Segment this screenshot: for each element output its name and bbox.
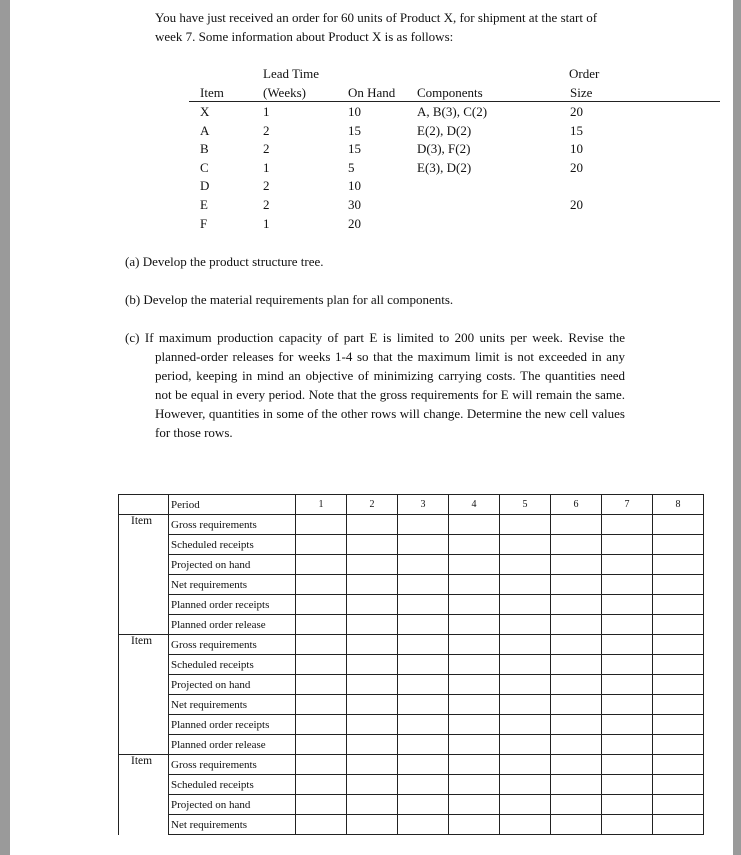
mrp-cell[interactable] xyxy=(551,815,602,835)
mrp-cell[interactable] xyxy=(398,735,449,755)
mrp-cell[interactable] xyxy=(296,755,347,775)
mrp-cell[interactable] xyxy=(398,635,449,655)
mrp-cell[interactable] xyxy=(653,695,704,715)
item-row-components: D(3), F(2) xyxy=(417,141,471,157)
mrp-cell[interactable] xyxy=(602,635,653,655)
mrp-row-label: Net requirements xyxy=(169,815,296,835)
mrp-cell[interactable] xyxy=(551,715,602,735)
mrp-row xyxy=(119,815,704,835)
item-row-onhand: 20 xyxy=(348,215,361,231)
mrp-cell[interactable] xyxy=(602,555,653,575)
mrp-cell[interactable] xyxy=(653,655,704,675)
period-number: 5 xyxy=(500,495,551,515)
mrp-cell[interactable] xyxy=(398,695,449,715)
mrp-cell[interactable] xyxy=(347,695,398,715)
item-row-item: A xyxy=(200,122,210,138)
mrp-cell[interactable] xyxy=(653,815,704,835)
mrp-cell[interactable] xyxy=(653,735,704,755)
mrp-cell[interactable] xyxy=(347,795,398,815)
mrp-row xyxy=(119,535,704,555)
mrp-row xyxy=(119,795,704,815)
question-c-label: (c) xyxy=(125,330,140,345)
mrp-cell[interactable] xyxy=(449,695,500,715)
mrp-cell[interactable] xyxy=(551,635,602,655)
item-row-onhand: 10 xyxy=(348,104,361,119)
mrp-cell[interactable] xyxy=(602,695,653,715)
mrp-cell[interactable] xyxy=(602,755,653,775)
mrp-cell[interactable] xyxy=(296,655,347,675)
mrp-cell[interactable] xyxy=(551,615,602,635)
mrp-cell[interactable] xyxy=(500,735,551,755)
question-a xyxy=(125,252,625,271)
mrp-row-label: Net requirements xyxy=(169,695,296,715)
mrp-row xyxy=(119,615,704,635)
mrp-row-label: Projected on hand xyxy=(169,555,296,575)
mrp-cell[interactable] xyxy=(296,595,347,615)
mrp-cell[interactable] xyxy=(347,575,398,595)
mrp-cell[interactable] xyxy=(602,795,653,815)
item-row-onhand: 30 xyxy=(348,197,361,212)
mrp-row xyxy=(119,575,704,595)
mrp-row xyxy=(119,635,704,655)
header-components: Components xyxy=(417,85,483,100)
mrp-cell[interactable] xyxy=(500,575,551,595)
mrp-cell[interactable] xyxy=(398,795,449,815)
mrp-cell[interactable] xyxy=(398,755,449,775)
mrp-cell[interactable] xyxy=(398,775,449,795)
mrp-cell[interactable] xyxy=(296,795,347,815)
mrp-cell[interactable] xyxy=(347,615,398,635)
mrp-row xyxy=(119,735,704,755)
item-row-lead: 1 xyxy=(263,104,270,119)
mrp-cell[interactable] xyxy=(347,515,398,535)
header-size: Size xyxy=(570,85,593,100)
mrp-cell[interactable] xyxy=(398,555,449,575)
mrp-row-label: Projected on hand xyxy=(169,675,296,695)
mrp-cell[interactable] xyxy=(398,535,449,555)
item-row-onhand: 15 xyxy=(348,141,361,157)
mrp-row xyxy=(119,755,704,775)
mrp-cell[interactable] xyxy=(398,595,449,615)
mrp-cell[interactable] xyxy=(500,655,551,675)
mrp-cell[interactable] xyxy=(653,755,704,775)
question-c-text: If maximum production capacity of part E is limited to 200 units per week. Revise the planned-order releases for weeks 1-4 so that the maximum limit is not exceeded in any period, keeping in mind an objective of minimizing carrying costs. The quantities need not be equal in every period. Note that the gross requirements for E will remain the same. However, quantities in some of the other rows will change. Determine the new cell values for those rows. xyxy=(144,330,626,440)
mrp-cell[interactable] xyxy=(449,535,500,555)
question-b-label: (b) xyxy=(125,292,141,307)
mrp-cell[interactable] xyxy=(602,775,653,795)
item-row-order: 20 xyxy=(570,104,583,119)
mrp-cell[interactable] xyxy=(347,735,398,755)
item-row-lead: 2 xyxy=(263,141,270,157)
item-label: Item xyxy=(119,755,169,835)
mrp-cell[interactable] xyxy=(653,555,704,575)
mrp-cell[interactable] xyxy=(296,815,347,835)
period-header-row xyxy=(119,495,704,515)
mrp-cell[interactable] xyxy=(398,675,449,695)
mrp-row-label: Scheduled receipts xyxy=(169,535,296,555)
header-lead-time: Lead Time xyxy=(263,66,319,81)
mrp-cell[interactable] xyxy=(347,595,398,615)
question-a-text: Develop the product structure tree. xyxy=(142,254,324,269)
mrp-row-label: Scheduled receipts xyxy=(169,775,296,795)
mrp-cell[interactable] xyxy=(296,515,347,535)
mrp-row xyxy=(119,675,704,695)
mrp-cell[interactable] xyxy=(602,575,653,595)
mrp-cell[interactable] xyxy=(602,655,653,675)
mrp-cell[interactable] xyxy=(602,815,653,835)
mrp-cell[interactable] xyxy=(653,635,704,655)
item-row-item: B xyxy=(200,141,209,157)
item-row-item: E xyxy=(200,197,208,212)
item-row-order: 20 xyxy=(570,159,583,175)
question-c xyxy=(125,328,625,442)
mrp-cell[interactable] xyxy=(653,675,704,695)
period-number: 8 xyxy=(653,495,704,515)
mrp-cell[interactable] xyxy=(449,675,500,695)
item-row-onhand: 15 xyxy=(348,122,361,138)
mrp-row xyxy=(119,595,704,615)
mrp-row-label: Planned order release xyxy=(169,735,296,755)
question-b xyxy=(125,290,625,309)
mrp-cell[interactable] xyxy=(347,535,398,555)
item-row-components: E(3), D(2) xyxy=(417,159,472,175)
mrp-cell[interactable] xyxy=(347,675,398,695)
mrp-cell[interactable] xyxy=(449,715,500,735)
mrp-cell[interactable] xyxy=(602,715,653,735)
mrp-cell[interactable] xyxy=(653,775,704,795)
item-row-item: D xyxy=(200,178,210,194)
mrp-cell[interactable] xyxy=(296,575,347,595)
period-number: 3 xyxy=(398,495,449,515)
item-row-order: 10 xyxy=(570,141,583,157)
mrp-cell[interactable] xyxy=(296,735,347,755)
mrp-cell[interactable] xyxy=(500,795,551,815)
mrp-cell[interactable] xyxy=(500,815,551,835)
mrp-cell[interactable] xyxy=(500,715,551,735)
mrp-cell[interactable] xyxy=(551,795,602,815)
mrp-cell[interactable] xyxy=(347,715,398,735)
item-row-components: E(2), D(2) xyxy=(417,122,472,138)
mrp-cell[interactable] xyxy=(551,695,602,715)
mrp-cell[interactable] xyxy=(653,595,704,615)
item-row-lead: 1 xyxy=(263,215,270,231)
mrp-cell[interactable] xyxy=(602,515,653,535)
mrp-cell[interactable] xyxy=(347,775,398,795)
item-row-components: A, B(3), C(2) xyxy=(417,104,488,119)
mrp-cell[interactable] xyxy=(500,755,551,775)
item-row-onhand: 10 xyxy=(348,178,361,194)
header-order: Order xyxy=(569,66,600,81)
mrp-cell[interactable] xyxy=(500,615,551,635)
item-row-lead: 1 xyxy=(263,159,270,175)
mrp-cell[interactable] xyxy=(296,715,347,735)
item-row-order: 20 xyxy=(570,197,583,212)
period-number: 6 xyxy=(551,495,602,515)
mrp-cell[interactable] xyxy=(551,595,602,615)
item-label: Item xyxy=(119,635,169,755)
mrp-cell[interactable] xyxy=(449,655,500,675)
mrp-cell[interactable] xyxy=(449,735,500,755)
mrp-cell[interactable] xyxy=(398,515,449,535)
mrp-cell[interactable] xyxy=(347,635,398,655)
header-on-hand: On Hand xyxy=(348,85,396,100)
mrp-cell[interactable] xyxy=(551,515,602,535)
mrp-cell[interactable] xyxy=(449,555,500,575)
mrp-cell[interactable] xyxy=(449,515,500,535)
period-number: 7 xyxy=(602,495,653,515)
mrp-cell[interactable] xyxy=(551,555,602,575)
mrp-row-label: Planned order receipts xyxy=(169,715,296,735)
mrp-cell[interactable] xyxy=(398,655,449,675)
mrp-row xyxy=(119,655,704,675)
mrp-cell[interactable] xyxy=(500,695,551,715)
item-row-item: F xyxy=(200,215,208,231)
mrp-cell[interactable] xyxy=(551,655,602,675)
mrp-cell[interactable] xyxy=(602,615,653,635)
mrp-cell[interactable] xyxy=(296,555,347,575)
mrp-cell[interactable] xyxy=(500,675,551,695)
mrp-row-label: Scheduled receipts xyxy=(169,655,296,675)
period-number: 4 xyxy=(449,495,500,515)
mrp-row xyxy=(119,775,704,795)
mrp-cell[interactable] xyxy=(347,815,398,835)
mrp-cell[interactable] xyxy=(500,775,551,795)
mrp-row-label: Planned order release xyxy=(169,615,296,635)
mrp-cell[interactable] xyxy=(449,815,500,835)
mrp-row xyxy=(119,555,704,575)
mrp-cell[interactable] xyxy=(449,795,500,815)
mrp-cell[interactable] xyxy=(449,755,500,775)
period-label: Period xyxy=(169,495,296,515)
mrp-cell[interactable] xyxy=(296,635,347,655)
mrp-cell[interactable] xyxy=(449,615,500,635)
corner-cell xyxy=(119,495,169,515)
mrp-row-label: Gross requirements xyxy=(169,755,296,775)
mrp-row-label: Net requirements xyxy=(169,575,296,595)
mrp-row xyxy=(119,695,704,715)
item-row-lead: 2 xyxy=(263,122,270,138)
period-number: 1 xyxy=(296,495,347,515)
item-row-order: 15 xyxy=(570,122,583,138)
mrp-cell[interactable] xyxy=(449,775,500,795)
mrp-cell[interactable] xyxy=(500,595,551,615)
mrp-cell[interactable] xyxy=(398,575,449,595)
intro-paragraph: You have just received an order for 60 units of Product X, for shipment at the start of week 7. Some information about Product X is as follows: xyxy=(155,10,598,44)
mrp-cell[interactable] xyxy=(551,675,602,695)
mrp-cell[interactable] xyxy=(449,595,500,615)
mrp-cell[interactable] xyxy=(296,675,347,695)
mrp-cell[interactable] xyxy=(449,635,500,655)
mrp-cell[interactable] xyxy=(653,575,704,595)
mrp-cell[interactable] xyxy=(296,695,347,715)
question-b-text: Develop the material requirements plan for all components. xyxy=(143,292,454,307)
mrp-cell[interactable] xyxy=(653,795,704,815)
item-row-item: C xyxy=(200,159,209,175)
item-row-item: X xyxy=(200,104,210,119)
mrp-cell[interactable] xyxy=(296,775,347,795)
mrp-cell[interactable] xyxy=(551,755,602,775)
mrp-cell[interactable] xyxy=(500,555,551,575)
mrp-cell[interactable] xyxy=(653,715,704,735)
mrp-cell[interactable] xyxy=(551,775,602,795)
mrp-row xyxy=(119,715,704,735)
mrp-cell[interactable] xyxy=(551,535,602,555)
mrp-cell[interactable] xyxy=(449,575,500,595)
mrp-row xyxy=(119,515,704,535)
mrp-grid-table xyxy=(118,494,704,835)
mrp-cell[interactable] xyxy=(551,735,602,755)
mrp-row-label: Planned order receipts xyxy=(169,595,296,615)
mrp-row-label: Gross requirements xyxy=(169,515,296,535)
mrp-cell[interactable] xyxy=(347,655,398,675)
mrp-cell[interactable] xyxy=(653,615,704,635)
item-label: Item xyxy=(119,515,169,635)
mrp-cell[interactable] xyxy=(398,815,449,835)
item-row-onhand: 5 xyxy=(348,159,355,175)
mrp-cell[interactable] xyxy=(398,615,449,635)
mrp-cell[interactable] xyxy=(602,675,653,695)
mrp-row-label: Projected on hand xyxy=(169,795,296,815)
mrp-cell[interactable] xyxy=(551,575,602,595)
mrp-cell[interactable] xyxy=(347,755,398,775)
question-a-label: (a) xyxy=(125,254,140,269)
mrp-cell[interactable] xyxy=(602,735,653,755)
mrp-cell[interactable] xyxy=(653,535,704,555)
mrp-cell[interactable] xyxy=(398,715,449,735)
mrp-cell[interactable] xyxy=(602,595,653,615)
mrp-cell[interactable] xyxy=(296,615,347,635)
mrp-cell[interactable] xyxy=(653,515,704,535)
item-row-lead: 2 xyxy=(263,197,270,212)
mrp-cell[interactable] xyxy=(500,635,551,655)
item-row-lead: 2 xyxy=(263,178,270,194)
period-number: 2 xyxy=(347,495,398,515)
header-rule xyxy=(189,101,720,102)
header-weeks: (Weeks) xyxy=(263,85,306,100)
mrp-cell[interactable] xyxy=(296,535,347,555)
mrp-cell[interactable] xyxy=(602,535,653,555)
mrp-cell[interactable] xyxy=(500,515,551,535)
mrp-cell[interactable] xyxy=(347,555,398,575)
mrp-cell[interactable] xyxy=(500,535,551,555)
mrp-row-label: Gross requirements xyxy=(169,635,296,655)
header-item: Item xyxy=(200,85,224,100)
